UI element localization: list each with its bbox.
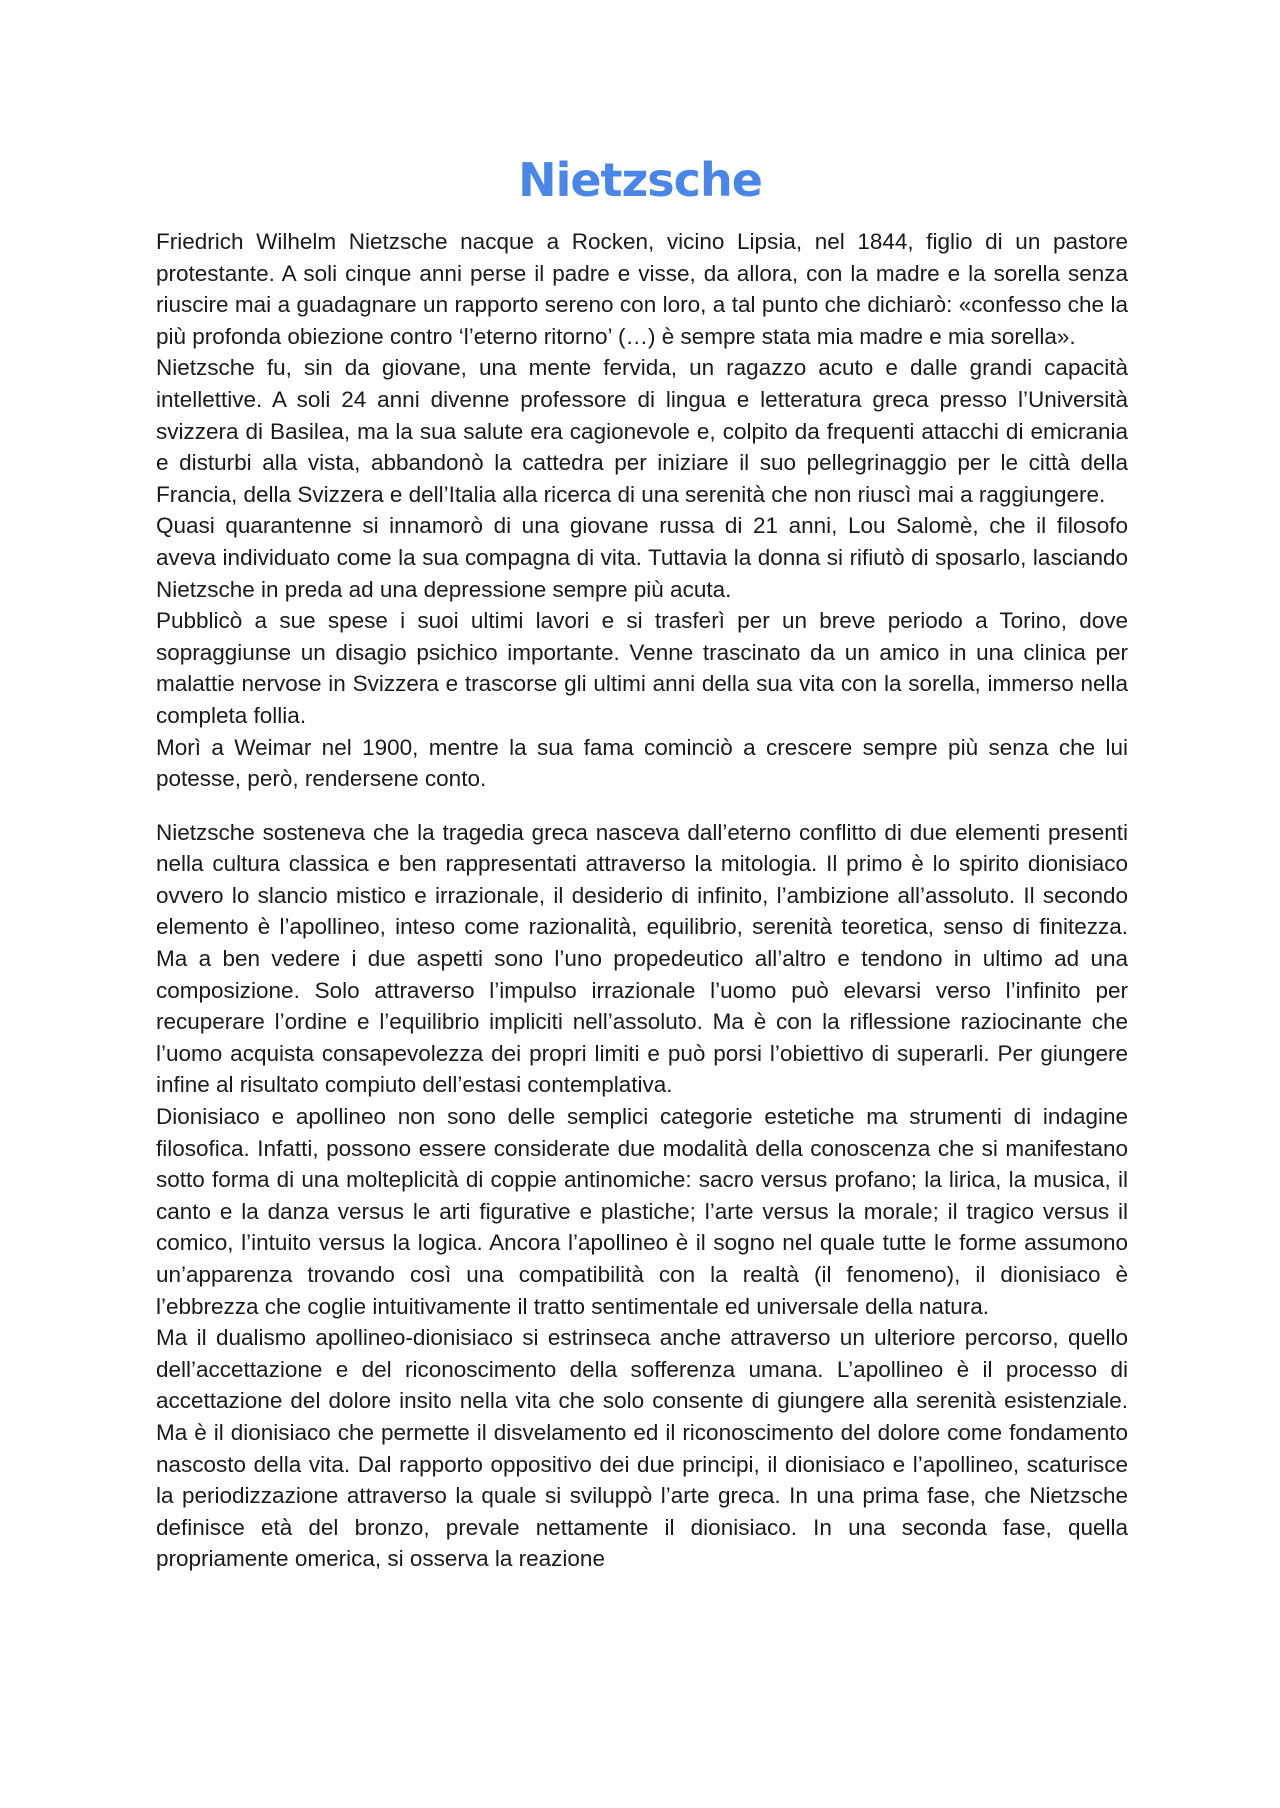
document-body (156, 226, 1128, 1575)
paragraph-biography-turin: Pubblicò a sue spese i suoi ultimi lavori e si trasferì per un breve periodo a Torino, dove sopraggiunse un disagio psichico importante. Venne trascinato da un amico in una clinica per malattie nervose in Svizzera e trascorse gli ultimi anni della sua vita con la sorella, immerso nella completa follia. (156, 608, 1128, 728)
paragraph-biography-youth: Nietzsche fu, sin da giovane, una mente fervida, un ragazzo acuto e dalle grandi capacità intellettive. A soli 24 anni divenne professore di lingua e letteratura greca presso l’Università svizzera di Basilea, ma la sua salute era cagionevole e, colpito da frequenti attacchi di emicrania e disturbi alla vista, abbandonò la cattedra per iniziare il suo pellegrinaggio per le città della Francia, della Svizzera e dell’Italia alla ricerca di una serenità che non riuscì mai a raggiungere. (156, 355, 1128, 507)
paragraph-categories: Dionisiaco e apollineo non sono delle semplici categorie estetiche ma strumenti di indagine filosofica. Infatti, possono essere considerate due modalità della conoscenza che si manifestano sotto forma di una molteplicità di coppie antinomiche: sacro versus profano; la lirica, la musica, il canto e la danza versus le arti figurative e plastiche; l’arte versus la morale; il tragico versus il comico, l’intuito versus la logica. Ancora l’apollineo è il sogno nel quale tutte le forme assumono un’apparenza trovando così una compatibilità con la realtà (il fenomeno), il dionisiaco è l’ebbrezza che coglie intuitivamente il tratto sentimentale ed universale della natura. (156, 1104, 1128, 1319)
page-title: Nietzsche (518, 153, 762, 207)
paragraph-biography-death: Morì a Weimar nel 1900, mentre la sua fama cominciò a crescere sempre più senza che lui potesse, però, rendersene conto. (156, 734, 1128, 792)
paragraph-biography-intro: Friedrich Wilhelm Nietzsche nacque a Rocken, vicino Lipsia, nel 1844, figlio di un pastore protestante. A soli cinque anni perse il padre e visse, da allora, con la madre e la sorella senza riuscire mai a guadagnare un rapporto sereno con loro, a tal punto che dichiarò: «confesso che la più profonda obiezione contro ‘l’eterno ritorno’ (…) è sempre stata mia madre e mia sorella». (156, 229, 1128, 349)
paragraph-dualism: Ma il dualismo apollineo-dionisiaco si estrinseca anche attraverso un ulteriore percorso, quello dell’accettazione e del riconoscimento della sofferenza umana. L’apollineo è il processo di accettazione del dolore insito nella vita che solo consente di giungere alla serenità esistenziale. Ma è il dionisiaco che permette il disvelamento ed il riconoscimento del dolore come fondamento nascosto della vita. Dal rapporto oppositivo dei due principi, il dionisiaco e l’apollineo, scaturisce la periodizzazione attraverso la quale si sviluppò l’arte greca. In una prima fase, che Nietzsche definisce età del bronzo, prevale nettamente il dionisiaco. In una seconda fase, quella propriamente omerica, si osserva la reazione (156, 1325, 1128, 1572)
paragraph-biography-salome: Quasi quarantenne si innamorò di una giovane russa di 21 anni, Lou Salomè, che il filosofo aveva individuato come la sua compagna di vita. Tuttavia la donna si rifiutò di sposarlo, lasciando Nietzsche in preda ad una depressione sempre più acuta. (156, 513, 1128, 602)
paragraph-tragedy: Nietzsche sosteneva che la tragedia greca nasceva dall’eterno conflitto di due elementi presenti nella cultura classica e ben rappresentati attraverso la mitologia. Il primo è lo spirito dionisiaco ovvero lo slancio mistico e irrazionale, il desiderio di infinito, l’ambizione all’assoluto. Il secondo elemento è l’apollineo, inteso come razionalità, equilibrio, serenità teoretica, senso di finitezza. Ma a ben vedere i due aspetti sono l’uno propedeutico all’altro e tendono in ultimo ad una composizione. Solo attraverso l’impulso irrazionale l’uomo può elevarsi verso l’infinito per recuperare l’ordine e l’equilibrio impliciti nell’assoluto. Ma è con la riflessione raziocinante che l’uomo acquista consapevolezza dei propri limiti e può porsi l’obiettivo di superarli. Per giungere infine al risultato compiuto dell’estasi contemplativa. (156, 819, 1128, 1098)
